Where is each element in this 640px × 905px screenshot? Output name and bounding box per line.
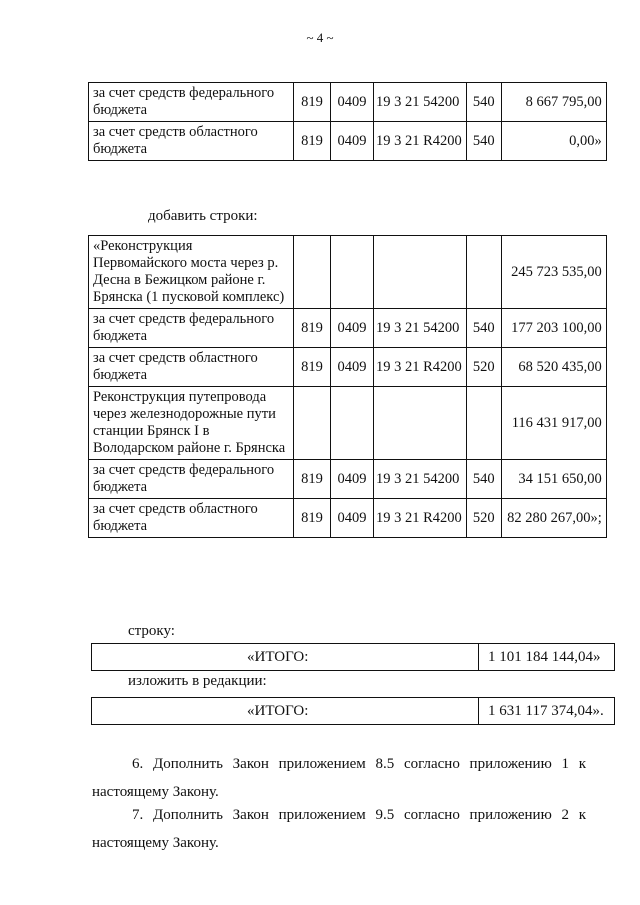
- row-gr-cell: [294, 387, 331, 460]
- row-name-cell: за счет средств областного бюджета: [89, 122, 294, 161]
- row-sum-cell: 245 723 535,00: [501, 236, 606, 309]
- row-section-cell: 0409: [331, 309, 374, 348]
- row-gr-cell: 819: [294, 499, 331, 538]
- row-sum-cell: 0,00»: [501, 122, 606, 161]
- row-sum-cell: 177 203 100,00: [501, 309, 606, 348]
- total-old-divider: [478, 644, 479, 670]
- row-gr-cell: 819: [294, 348, 331, 387]
- row-section-cell: 0409: [331, 83, 374, 122]
- row-vr-cell: 540: [466, 309, 501, 348]
- row-csr-cell: 19 3 21 R4200: [374, 499, 467, 538]
- row-name-cell: за счет средств областного бюджета: [89, 499, 294, 538]
- row-csr-cell: [374, 236, 467, 309]
- total-old-row: [91, 643, 615, 671]
- row-name-cell: Реконструкция путепровода через железнодорожные пути станции Брянск I в Володарском районе г. Брянска: [89, 387, 294, 460]
- row-section-cell: [331, 236, 374, 309]
- row-vr-cell: 540: [466, 122, 501, 161]
- row-csr-cell: 19 3 21 R4200: [374, 348, 467, 387]
- total-new-label: «ИТОГО:: [247, 703, 309, 719]
- row-csr-cell: [374, 387, 467, 460]
- row-gr-cell: 819: [294, 122, 331, 161]
- total-old-label: «ИТОГО:: [247, 649, 309, 665]
- row-name-cell: за счет средств федерального бюджета: [89, 460, 294, 499]
- row-vr-cell: 520: [466, 348, 501, 387]
- item-6-line-2: настоящему Закону.: [92, 784, 219, 800]
- table-row: [89, 460, 607, 499]
- row-csr-cell: 19 3 21 R4200: [374, 122, 467, 161]
- row-vr-cell: [466, 387, 501, 460]
- row-section-cell: 0409: [331, 122, 374, 161]
- row-name-cell: «Реконструкция Первомайского моста через р. Десна в Бежицком районе г. Брянска (1 пусковой комплекс): [89, 236, 294, 309]
- row-vr-cell: [466, 236, 501, 309]
- row-section-cell: 0409: [331, 499, 374, 538]
- budget-table-continued: [88, 82, 607, 161]
- table-row: [89, 348, 607, 387]
- add-rows-text: добавить строки:: [148, 208, 258, 224]
- row-csr-cell: 19 3 21 54200: [374, 83, 467, 122]
- total-new-divider: [478, 698, 479, 724]
- row-gr-cell: [294, 236, 331, 309]
- table-row: [89, 122, 607, 161]
- total-new-row: [91, 697, 615, 725]
- item-6: [92, 750, 586, 806]
- total-new-value: 1 631 117 374,04».: [488, 703, 604, 719]
- row-name-cell: за счет средств федерального бюджета: [89, 83, 294, 122]
- row-vr-cell: 540: [466, 460, 501, 499]
- total-old-value: 1 101 184 144,04»: [488, 649, 601, 665]
- page-number: ~ 4 ~: [306, 30, 334, 45]
- row-sum-cell: 34 151 650,00: [501, 460, 606, 499]
- row-vr-cell: 520: [466, 499, 501, 538]
- row-section-cell: 0409: [331, 460, 374, 499]
- table-row: [89, 499, 607, 538]
- row-section-cell: [331, 387, 374, 460]
- row-gr-cell: 819: [294, 83, 331, 122]
- row-section-cell: 0409: [331, 348, 374, 387]
- row-gr-cell: 819: [294, 460, 331, 499]
- row-name-cell: за счет средств федерального бюджета: [89, 309, 294, 348]
- row-name-cell: за счет средств областного бюджета: [89, 348, 294, 387]
- row-sum-cell: 82 280 267,00»;: [501, 499, 606, 538]
- table-row: [89, 236, 607, 309]
- item-7: [92, 801, 586, 857]
- budget-table-added-rows: [88, 235, 607, 538]
- row-sum-cell: 116 431 917,00: [501, 387, 606, 460]
- row-sum-cell: 68 520 435,00: [501, 348, 606, 387]
- table-row: [89, 309, 607, 348]
- item-6-line-1: 6. Дополнить Закон приложением 8.5 согласно приложению 1 к: [132, 756, 586, 772]
- row-text: строку:: [128, 623, 175, 639]
- row-csr-cell: 19 3 21 54200: [374, 309, 467, 348]
- table-row: [89, 83, 607, 122]
- row-csr-cell: 19 3 21 54200: [374, 460, 467, 499]
- edit-text: изложить в редакции:: [128, 673, 267, 689]
- table-row: [89, 387, 607, 460]
- item-7-line-1: 7. Дополнить Закон приложением 9.5 согласно приложению 2 к: [132, 807, 586, 823]
- row-vr-cell: 540: [466, 83, 501, 122]
- row-sum-cell: 8 667 795,00: [501, 83, 606, 122]
- row-gr-cell: 819: [294, 309, 331, 348]
- item-7-line-2: настоящему Закону.: [92, 835, 219, 851]
